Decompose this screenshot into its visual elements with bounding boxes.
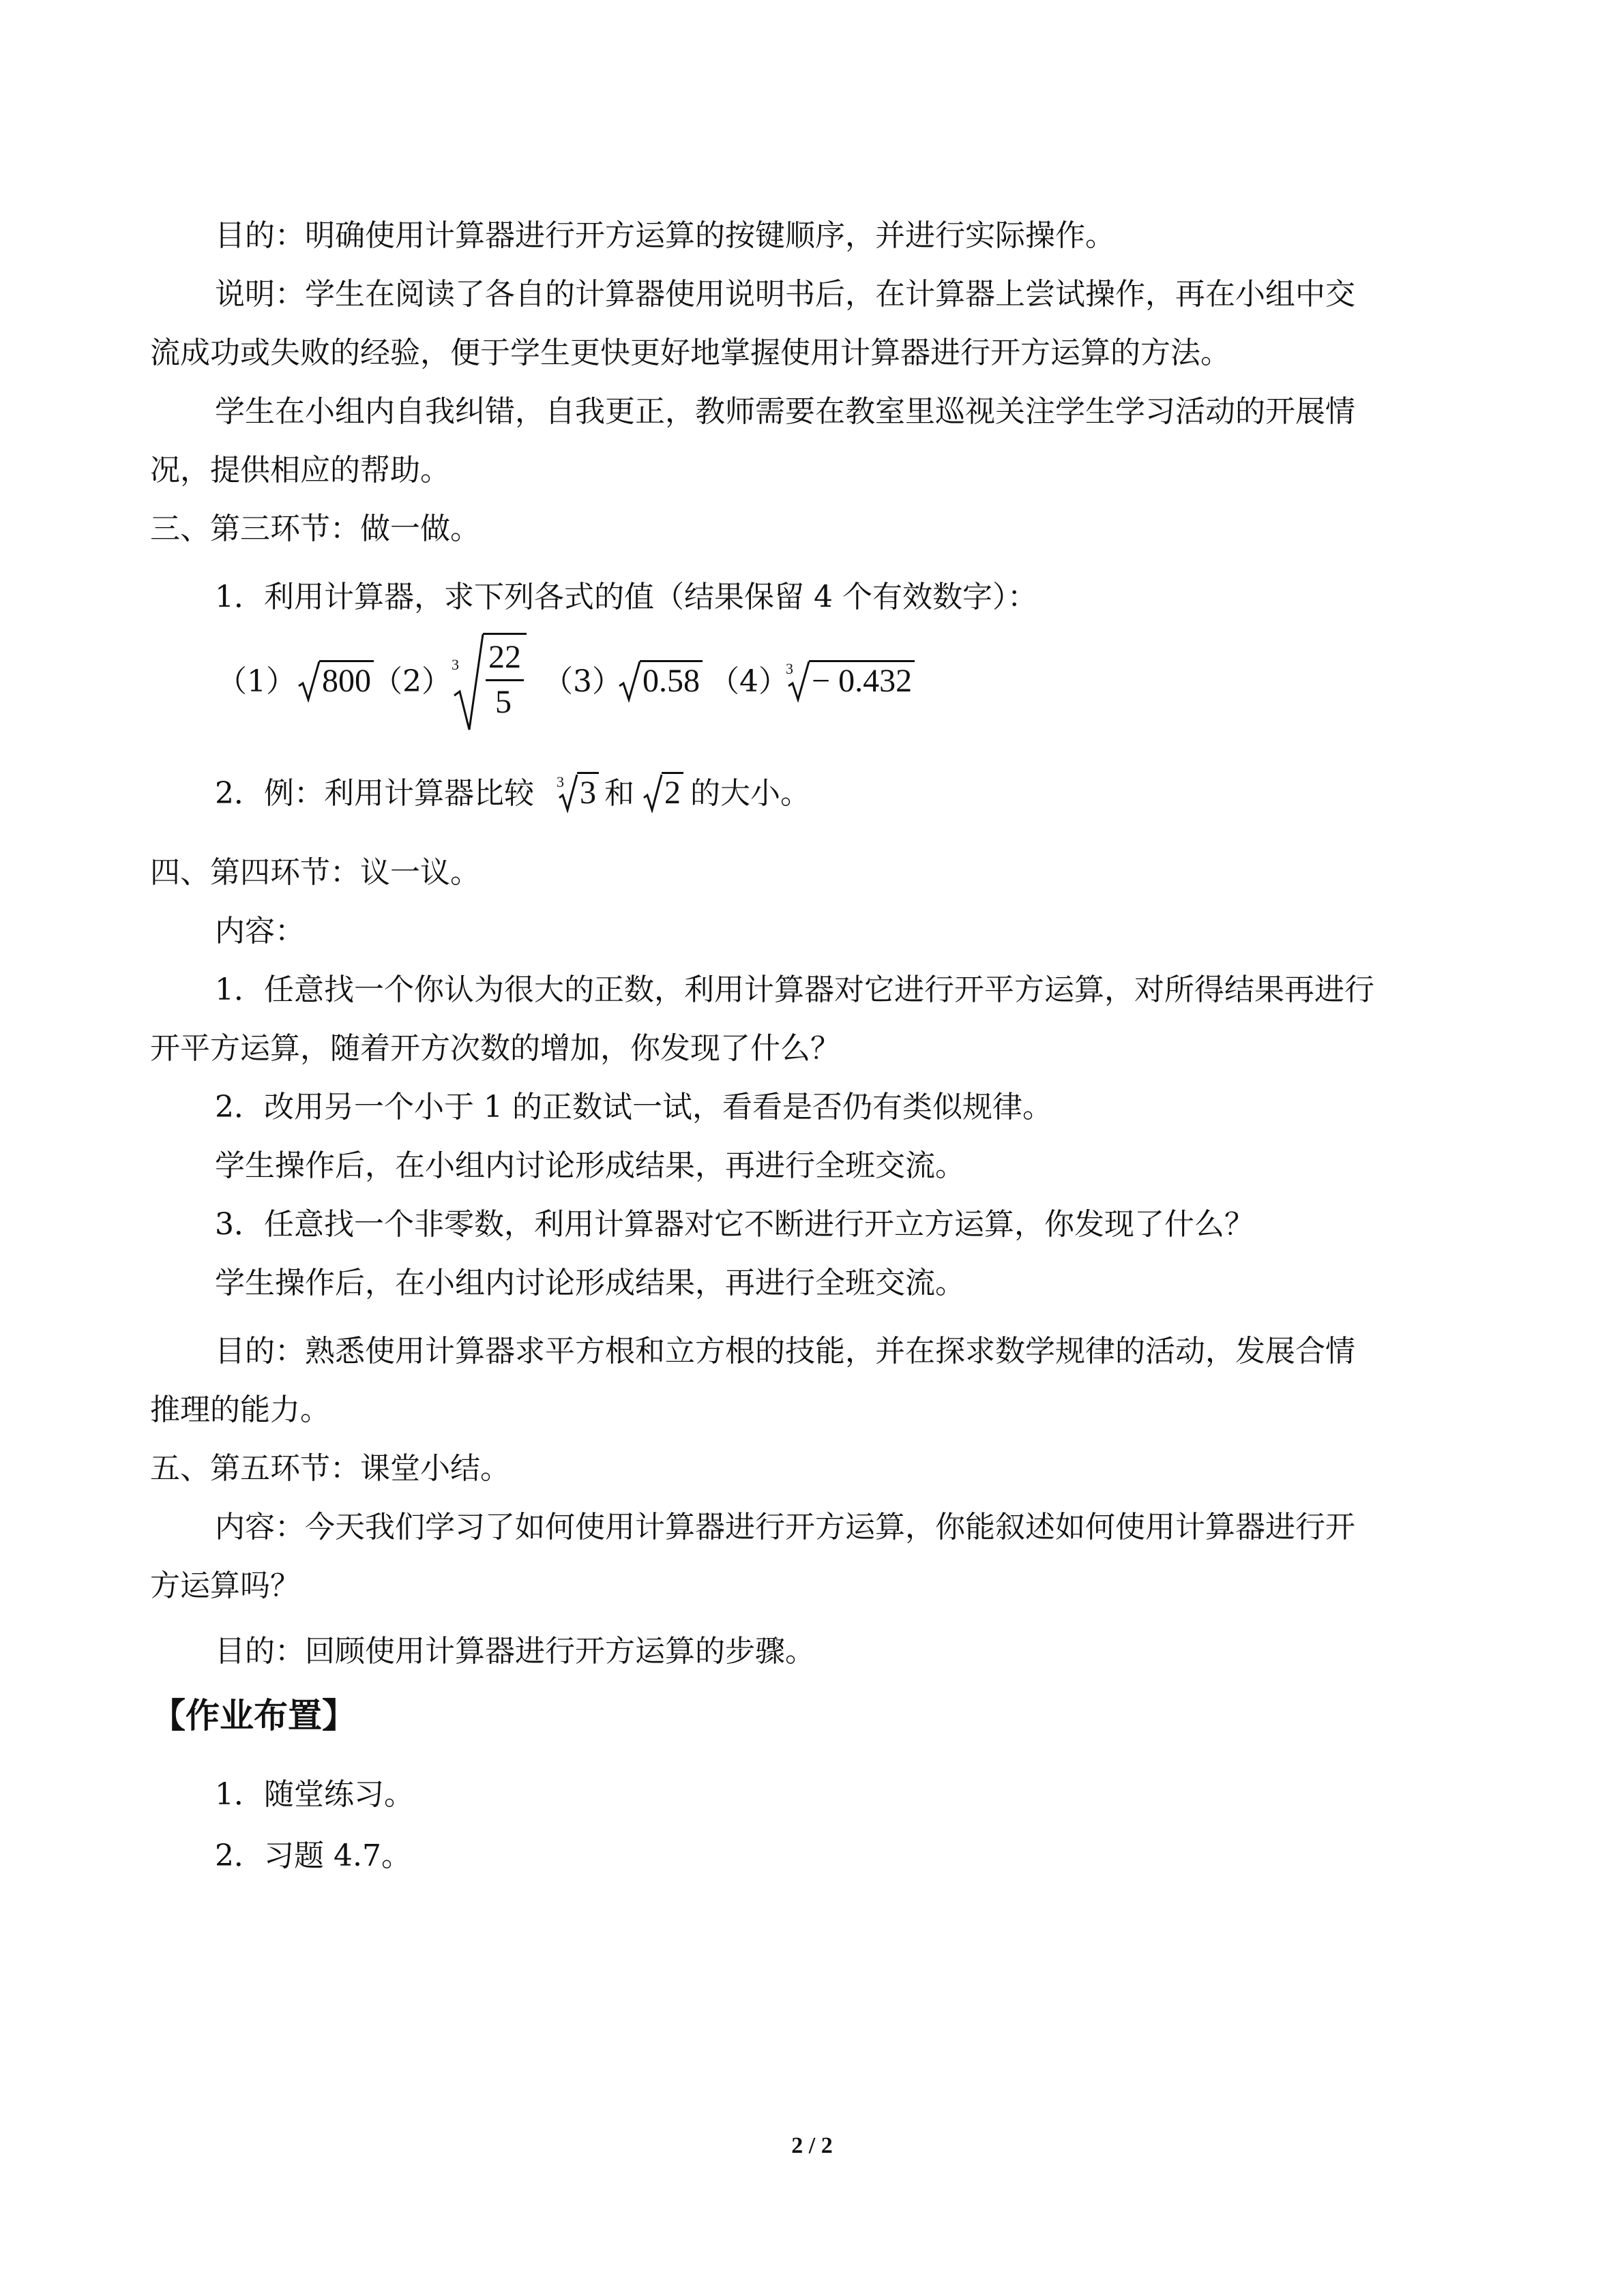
content-item-2-note: 学生操作后，在小组内讨论形成结果，再进行全班交流。 xyxy=(215,1148,965,1183)
question-1: 1．利用计算器，求下列各式的值（结果保留 4 个有效数字）： xyxy=(215,580,1037,614)
sqrt-sign-icon xyxy=(297,660,321,702)
cube-root-sign-icon xyxy=(453,633,484,732)
sqrt-sign-icon xyxy=(643,773,663,813)
content-label: 内容： xyxy=(215,914,305,949)
student-note-line-1: 学生在小组内自我纠错，自我更正，教师需要在教室里巡视关注学生学习活动的开展情 xyxy=(215,394,1355,429)
content-item-1-line-1: 1．任意找一个你认为很大的正数，利用计算器对它进行开平方运算，对所得结果再进行 xyxy=(215,972,1374,1007)
homework-item-2: 2．习题 4.7。 xyxy=(215,1838,411,1873)
question-2-prefix: 2．例：利用计算器比较 xyxy=(215,776,534,811)
homework-heading: 【作业布置】 xyxy=(151,1696,356,1735)
sqrt-sign-icon xyxy=(618,660,641,702)
purpose-text-1: 目的：明确使用计算器进行开方运算的按键顺序，并进行实际操作。 xyxy=(215,218,1115,253)
fraction-denominator: 5 xyxy=(495,684,512,720)
fraction-bar xyxy=(486,679,524,681)
section-4-heading: 四、第四环节：议一议。 xyxy=(150,855,480,890)
math-expr-4: − 0.432 xyxy=(809,660,915,700)
purpose-4-line-2: 推理的能力。 xyxy=(150,1392,330,1427)
page-number: 2 / 2 xyxy=(791,2133,833,2158)
math-expr-3: 0.58 xyxy=(640,660,703,700)
content-item-3: 3．任意找一个非零数，利用计算器对它不断进行开立方运算，你发现了什么？ xyxy=(215,1207,1254,1242)
fraction-numerator: 22 xyxy=(488,639,521,675)
summary-line-2: 方运算吗？ xyxy=(150,1568,300,1603)
section-3-heading: 三、第三环节：做一做。 xyxy=(150,511,480,546)
summary-line-1: 内容：今天我们学习了如何使用计算器进行开方运算，你能叙述如何使用计算器进行开 xyxy=(215,1510,1355,1545)
section-5-heading: 五、第五环节：课堂小结。 xyxy=(150,1451,510,1486)
student-note-line-2: 况，提供相应的帮助。 xyxy=(150,453,450,488)
cube-root-radicand: 3 xyxy=(577,772,599,812)
explanation-line-1: 说明：学生在阅读了各自的计算器使用说明书后，在计算器上尝试操作，再在小组中交 xyxy=(215,277,1355,312)
cube-root-index: 3 xyxy=(557,773,564,790)
math-expr-1: 800 xyxy=(319,660,374,700)
question-2-and: 和 xyxy=(604,776,634,811)
purpose-4-line-1: 目的：熟悉使用计算器求平方根和立方根的技能，并在探求数学规律的活动，发展合情 xyxy=(215,1334,1355,1369)
radical-vinculum xyxy=(483,633,527,635)
cube-root-sign-icon xyxy=(787,660,810,702)
math-label-1: （1） xyxy=(217,664,296,699)
explanation-line-2: 流成功或失败的经验，便于学生更快更好地掌握使用计算器进行开方运算的方法。 xyxy=(150,336,1230,370)
cube-root-index: 3 xyxy=(786,660,793,677)
content-item-3-note: 学生操作后，在小组内讨论形成结果，再进行全班交流。 xyxy=(215,1266,965,1300)
content-item-1-line-2: 开平方运算，随着开方次数的增加，你发现了什么？ xyxy=(150,1031,840,1066)
purpose-5: 目的：回顾使用计算器进行开方运算的步骤。 xyxy=(215,1634,815,1669)
math-label-2: （2） xyxy=(372,664,452,699)
content-item-2: 2．改用另一个小于 1 的正数试一试，看看是否仍有类似规律。 xyxy=(215,1090,1052,1124)
sqrt-radicand: 2 xyxy=(662,772,683,812)
math-label-4: （4） xyxy=(709,664,788,699)
math-label-3: （3） xyxy=(543,664,622,699)
question-2-suffix: 的大小。 xyxy=(690,776,810,811)
cube-root-index: 3 xyxy=(452,656,459,673)
homework-item-1: 1．随堂练习。 xyxy=(215,1777,414,1812)
cube-root-sign-icon xyxy=(558,773,578,813)
